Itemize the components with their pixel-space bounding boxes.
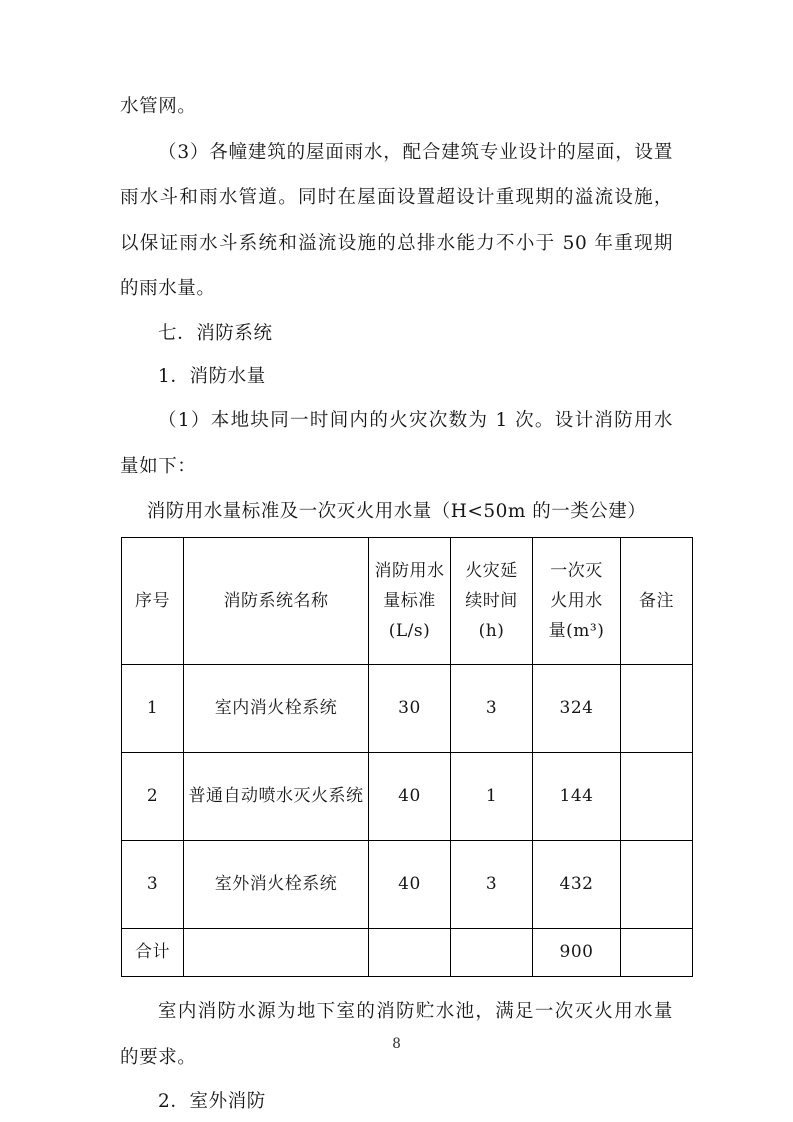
table-header-serial-number-line-1: 序号: [135, 591, 170, 612]
cell-total-label: 合计: [122, 929, 184, 977]
cell-water-standard: 30: [369, 665, 451, 753]
fire-water-quantity-table: [121, 537, 693, 977]
cell-duration: 1: [451, 753, 533, 841]
table-row: [122, 753, 693, 841]
cell-total-duration: [451, 929, 533, 977]
table-header-water-standard-line-1: 消防用水: [374, 561, 445, 582]
cell-remarks: [621, 665, 693, 753]
paragraph-indoor-fire-water-source: 室内消防水源为地下室的消防贮水池，满足一次灭火用水量的要求。: [120, 1001, 673, 1068]
table-header-single-fire-volume-unit: 量(m³): [548, 621, 605, 642]
table-header-water-standard: [369, 538, 451, 665]
cell-system-name: 普通自动喷水灭火系统: [184, 753, 369, 841]
table-header-single-fire-volume-line-1: 一次灭: [550, 561, 603, 582]
table-row: [122, 665, 693, 753]
cell-duration: 3: [451, 665, 533, 753]
table-header-single-fire-volume-line-2: 火用水: [550, 591, 603, 612]
table-header-water-standard-line-2: 量标准: [383, 591, 436, 612]
table-header-remarks-line-1: 备注: [639, 591, 674, 612]
cell-water-standard: 40: [369, 753, 451, 841]
cell-total-remarks: [621, 929, 693, 977]
table-header-single-fire-volume: [533, 538, 621, 665]
cell-serial-number: 2: [122, 753, 184, 841]
table-header-remarks: [621, 538, 693, 665]
cell-duration: 3: [451, 841, 533, 929]
document-body: [120, 84, 673, 1122]
cell-system-name: 室内消火栓系统: [184, 665, 369, 753]
paragraph-roof-rainwater: （3）各幢建筑的屋面雨水，配合建筑专业设计的屋面，设置雨水斗和雨水管道。同时在屋面设置超设计重现期的溢流设施，以保证雨水斗系统和溢流设施的总排水能力不小于 50 年重现期的雨水量。: [120, 141, 673, 300]
table-row: [122, 841, 693, 929]
paragraph-water-pipe-network: 水管网。: [120, 96, 197, 117]
cell-single-fire-volume: 432: [533, 841, 621, 929]
page-number: 8: [392, 1036, 401, 1052]
table-caption: 消防用水量标准及一次灭火用水量（H<50m 的一类公建）: [146, 501, 647, 523]
cell-total-system-name: [184, 929, 369, 977]
table-header-system-name-line-1: 消防系统名称: [223, 591, 329, 612]
table-header-row: [122, 538, 693, 665]
table-header-duration-unit: (h): [478, 621, 505, 642]
table-header-system-name: [184, 538, 369, 665]
heading-fire-protection-system: 七．消防系统: [158, 322, 273, 344]
cell-remarks: [621, 753, 693, 841]
table-header-duration-line-2: 续时间: [465, 591, 518, 612]
table-header-water-standard-unit: (L/s): [388, 621, 431, 642]
cell-single-fire-volume: 324: [533, 665, 621, 753]
table-header-duration: [451, 538, 533, 665]
cell-single-fire-volume: 144: [533, 753, 621, 841]
heading-outdoor-fire-protection: 2．室外消防: [158, 1091, 266, 1113]
cell-total-water-standard: [369, 929, 451, 977]
cell-total-single-fire-volume: 900: [533, 929, 621, 977]
cell-system-name: 室外消火栓系统: [184, 841, 369, 929]
cell-remarks: [621, 841, 693, 929]
cell-serial-number: 3: [122, 841, 184, 929]
paragraph-fire-count-intro: （1）本地块同一时间内的火灾次数为 1 次。设计消防用水量如下：: [120, 409, 673, 477]
table-total-row: [122, 929, 693, 977]
cell-water-standard: 40: [369, 841, 451, 929]
heading-fire-water-quantity: 1．消防水量: [158, 365, 266, 387]
cell-serial-number: 1: [122, 665, 184, 753]
table-header-duration-line-1: 火灾延: [465, 561, 518, 582]
table-header-serial-number: [122, 538, 184, 665]
